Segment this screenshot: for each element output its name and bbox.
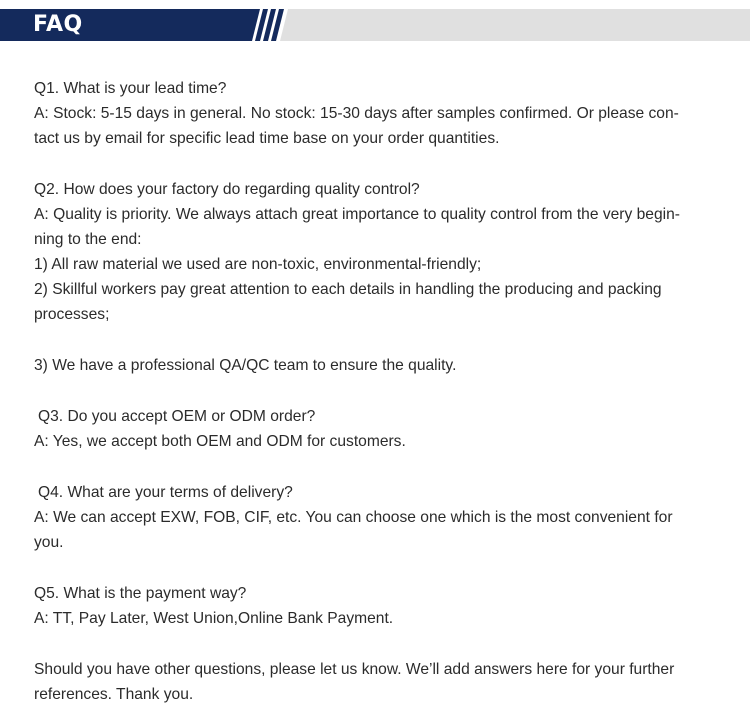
question-1: Q1. What is your lead time? [34,80,227,97]
question-5: Q5. What is the payment way? [34,585,247,602]
faq-header-bar [0,9,750,41]
answer-4-line-2: you. [34,534,64,551]
header-banner-graphic [0,9,750,41]
answer-1-line-1: A: Stock: 5-15 days in general. No stock: 15-30 days after samples confirmed. Or please con- [34,105,679,122]
question-2: Q2. How does your factory do regarding quality control? [34,181,420,198]
answer-4-line-1: A: We can accept EXW, FOB, CIF, etc. You can choose one which is the most convenient for [34,509,673,526]
answer-3: A: Yes, we accept both OEM and ODM for customers. [34,433,406,450]
closing-line-1: Should you have other questions, please let us know. We’ll add answers here for your further [34,661,675,678]
page-title: FAQ [33,12,83,37]
question-4: Q4. What are your terms of delivery? [38,484,293,501]
question-3: Q3. Do you accept OEM or ODM order? [38,408,316,425]
faq-content [34,76,714,707]
answer-2-point-3: 3) We have a professional QA/QC team to ensure the quality. [34,357,457,374]
answer-2-line-2: ning to the end: [34,231,142,248]
answer-1-line-2: tact us by email for specific lead time base on your order quantities. [34,130,500,147]
closing-line-2: references. Thank you. [34,686,194,703]
answer-2-line-1: A: Quality is priority. We always attach great importance to quality control from the very begin- [34,206,680,223]
answer-5: A: TT, Pay Later, West Union,Online Bank Payment. [34,610,394,627]
answer-2-line-3: 1) All raw material we used are non-toxic, environmental-friendly; [34,256,482,273]
answer-2-line-4: 2) Skillful workers pay great attention to each details in handling the producing and packing [34,281,662,298]
answer-2-line-5: processes; [34,306,110,323]
